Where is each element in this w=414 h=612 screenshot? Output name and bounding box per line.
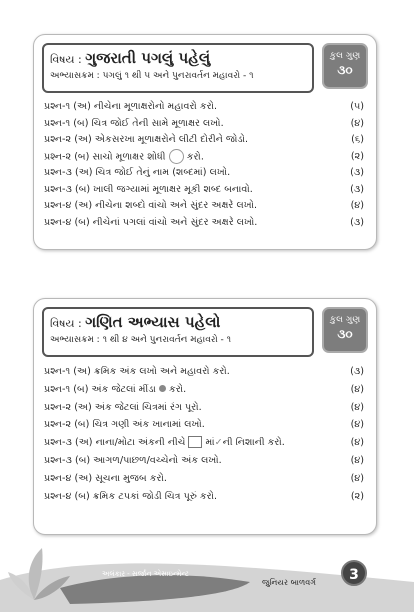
section-card-maths <box>33 298 377 535</box>
question-item: પ્રશ્ન-૪ (અ) નીચેના શબ્દો વાંચો અને સુંદર અક્ષરે લખો. (૪) <box>44 200 364 211</box>
question-item: પ્રશ્ન-૨ (બ) સાચો મૂળાક્ષર શોધી કરો. (૨) <box>44 150 364 162</box>
course-line: અભ્યાસક્રમ : પગલું ૧ થી ૫ અને પુનરાવર્તન મહાવરો - ૧ <box>50 71 254 81</box>
question-item: પ્રશ્ન-૪ (બ) ક્રમિક ટપકાં જોડી ચિત્ર પૂરું કરો. (૨) <box>44 490 364 502</box>
question-item: પ્રશ્ન-૧ (અ) ક્રમિક અંક લખો અને મહાવરો કરો. (૩) <box>44 366 364 377</box>
total-marks-badge <box>322 307 368 353</box>
question-item: પ્રશ્ન-૩ (અ) નાના/મોટા અંકની નીચે માં✓ની નિશાની કરો. (૪) <box>44 437 364 449</box>
flower-icon <box>4 540 74 610</box>
question-item: પ્રશ્ન-૩ (અ) ચિત્ર જોઈ તેનું નામ (શબ્દમાં) લખો. (૩) <box>44 167 364 178</box>
question-item: પ્રશ્ન-૧ (બ) ચિત્ર જોઈ તેની સામે મૂળાક્ષર લખો. (૪) <box>44 117 364 129</box>
total-marks-value: ૩૦ <box>337 327 353 341</box>
circle-icon <box>169 149 184 164</box>
subject-title <box>50 49 210 67</box>
subject-box <box>42 307 314 357</box>
footer-left-text: અલંકાર - સર્જાન એસાઇન્મેન્ટ <box>102 570 189 578</box>
checkmark-icon: ✓ <box>214 437 223 449</box>
question-item: પ્રશ્ન-૨ (અ) અંક જેટલાં ચિત્રમાં રંગ પૂરો. (૪) <box>44 401 364 413</box>
question-item: પ્રશ્ન-૪ (અ) સૂચના મુજબ કરો. (૪) <box>44 472 364 484</box>
subject-name: ગણિત અભ્યાસ પહેલો <box>85 313 221 331</box>
question-list <box>44 99 366 231</box>
subject-name: ગુજરાતી પગલું પહેલું <box>85 49 211 67</box>
question-item: પ્રશ્ન-૩ (બ) આગળ/પાછળ/વચ્ચેનો અંક લખો. (૪) <box>44 454 364 466</box>
total-marks-label: કુલ ગુણ <box>329 315 361 325</box>
subject-label: વિષય : <box>50 53 86 66</box>
section-card-gujarati <box>33 34 377 250</box>
subject-label: વિષય : <box>50 317 86 330</box>
dot-icon <box>159 385 166 392</box>
question-list <box>44 363 366 505</box>
question-item: પ્રશ્ન-૨ (અ) એકસરખા મૂળાક્ષરોને લીટી દોરીને જોડો. (૬) <box>44 134 364 145</box>
footer-right-text: જુનિયર બાળવર્ગ <box>262 578 317 587</box>
subject-title <box>50 313 220 331</box>
question-item: પ્રશ્ન-૨ (બ) ચિત્ર ગણી અંક ખાનામાં લખો. (૪) <box>44 419 364 431</box>
total-marks-label: કુલ ગુણ <box>329 51 361 61</box>
question-item: પ્રશ્ન-૧ (બ) અંક જેટલાં મીંડા કરો. (૪) <box>44 383 364 395</box>
question-item: પ્રશ્ન-૩ (બ) ખાલી જગ્યામાં મૂળાક્ષર મૂકી શબ્દ બનાવો. (૩) <box>44 183 364 195</box>
question-item: પ્રશ્ન-૪ (બ) નીચેનાં પગલાં વાંચો અને સુંદર અક્ષરે લખો. (૩) <box>44 216 364 228</box>
total-marks-badge <box>322 43 368 89</box>
subject-box <box>42 43 314 93</box>
page-number: 3 <box>341 560 367 586</box>
question-item: પ્રશ્ન-૧ (અ) નીચેના મૂળાક્ષરોનો મહાવરો કરો. (૫) <box>44 101 364 112</box>
course-line: અભ્યાસક્રમ : ૧ થી ૪ અને પુનરાવર્તન મહાવરો - ૧ <box>50 335 232 345</box>
box-icon <box>188 436 202 448</box>
total-marks-value: ૩૦ <box>337 63 353 77</box>
